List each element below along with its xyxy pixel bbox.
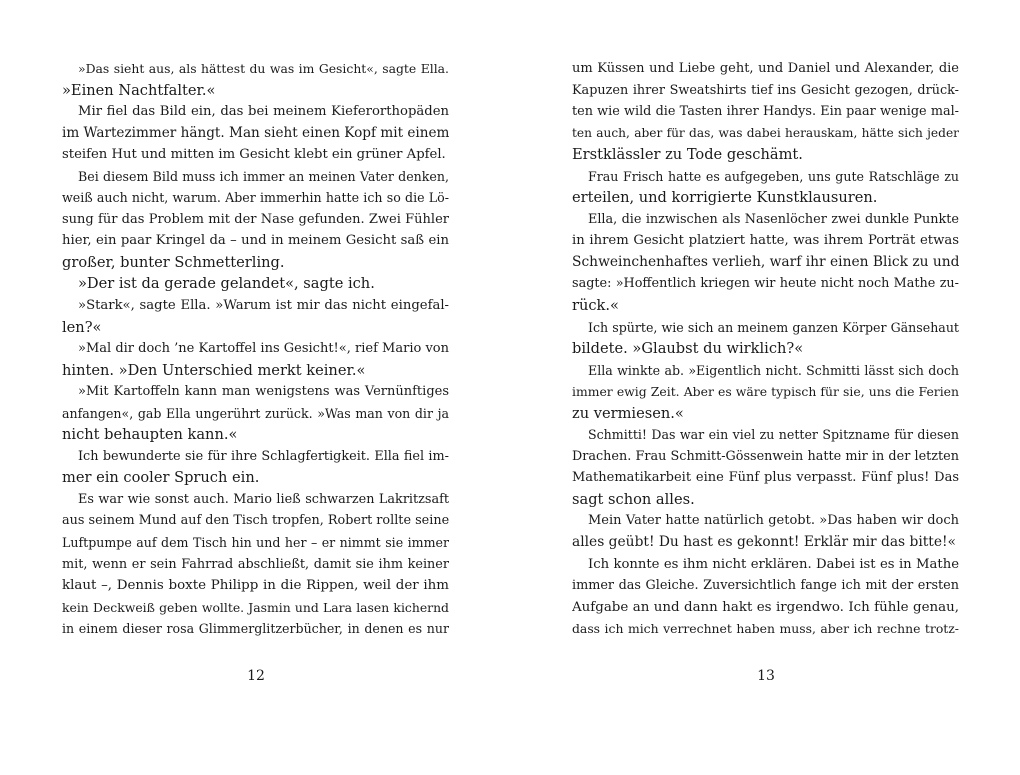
text-line: Ich bewunderte sie für ihre Schlagfertigkeit. Ella fiel im- xyxy=(78,448,449,464)
text-line: Drachen. Frau Schmitt-Gössenwein hatte mir in der letzten xyxy=(572,448,959,464)
text-line: Mein Vater hatte natürlich getobt. »Das haben wir doch xyxy=(588,513,959,529)
text-line: »Der ist da gerade gelandet«, sagte ich. xyxy=(78,275,375,293)
text-line: mer ein cooler Spruch ein. xyxy=(62,469,260,487)
text-line: Mir fiel das Bild ein, das bei meinem Kieferorthopäden xyxy=(78,104,449,120)
text-line: Mathematikarbeit eine Fünf plus verpasst. Fünf plus! Das xyxy=(572,470,959,486)
right-page-number: 13 xyxy=(757,668,775,684)
text-line: im Wartezimmer hängt. Man sieht einen Kopf mit einem xyxy=(62,124,449,141)
text-line: erteilen, und korrigierte Kunstklausuren. xyxy=(572,189,878,207)
text-line: großer, bunter Schmetterling. xyxy=(62,253,285,271)
text-line: ten auch, aber für das, was dabei herauskam, hätte sich jeder xyxy=(572,125,959,140)
text-line: »Mit Kartoffeln kann man wenigstens was Vernünftiges xyxy=(78,384,449,400)
text-line: in ihrem Gesicht platziert hatte, was ihrem Porträt etwas xyxy=(572,233,959,249)
text-line: Schweinchenhaftes verlieh, warf ihr einen Blick zu und xyxy=(572,253,959,270)
text-line: ten wie wild die Tasten ihrer Handys. Ein paar wenige mal- xyxy=(572,104,959,120)
text-line: nicht behaupten kann.« xyxy=(62,426,238,444)
text-line: hier, ein paar Kringel da – und in meinem Gesicht saß ein xyxy=(62,233,449,249)
text-line: dass ich mich verrechnet haben muss, aber ich rechne trotz- xyxy=(572,621,959,637)
text-line: Ich konnte es ihm nicht erklären. Dabei ist es in Mathe xyxy=(588,556,959,572)
text-line: alles geübt! Du hast es gekonnt! Erklär mir das bitte!« xyxy=(572,534,956,551)
left-page-text xyxy=(62,58,449,640)
text-line: immer das Gleiche. Zuversichtlich fange ich mit der ersten xyxy=(572,578,959,594)
text-line: Erstklässler zu Tode geschämt. xyxy=(572,146,803,164)
text-line: Es war wie sonst auch. Mario ließ schwarzen Lakritzsaft xyxy=(78,491,449,507)
text-line: rück.« xyxy=(572,297,619,315)
text-line: immer ewig Zeit. Aber es wäre typisch für sie, uns die Ferien xyxy=(572,384,959,400)
left-page-number: 12 xyxy=(247,668,265,684)
text-line: Luftpumpe auf dem Tisch hin und her – er nimmt sie immer xyxy=(62,535,449,551)
text-line: mit, wenn er sein Fahrrad abschließt, damit sie ihm keiner xyxy=(62,556,449,572)
text-line: len?« xyxy=(62,318,102,336)
text-line: sagt schon alles. xyxy=(572,490,695,508)
text-line: Aufgabe an und dann hakt es irgendwo. Ich fühle genau, xyxy=(572,599,959,615)
text-line: »Stark«, sagte Ella. »Warum ist mir das nicht eingefal- xyxy=(78,298,449,314)
text-line: anfangen«, gab Ella ungerührt zurück. »Was man von dir ja xyxy=(62,405,449,421)
text-line: »Das sieht aus, als hättest du was im Gesicht«, sagte Ella. xyxy=(78,61,449,76)
text-line: um Küssen und Liebe geht, und Daniel und Alexander, die xyxy=(572,61,959,76)
text-line: Schmitti! Das war ein viel zu netter Spitzname für diesen xyxy=(588,427,959,443)
text-line: Bei diesem Bild muss ich immer an meinen Vater denken, xyxy=(78,168,449,184)
text-line: aus seinem Mund auf den Tisch tropfen, Robert rollte seine xyxy=(62,513,449,529)
text-line: zu vermiesen.« xyxy=(572,404,684,422)
text-line: bildete. »Glaubst du wirklich?« xyxy=(572,340,804,358)
right-page-text xyxy=(572,58,959,640)
text-line: weiß auch nicht, warum. Aber immerhin hatte ich so die Lö- xyxy=(62,190,449,206)
text-line: Kapuzen ihrer Sweatshirts tief ins Gesicht gezogen, drück- xyxy=(572,82,959,98)
text-line: Ella, die inzwischen als Nasenlöcher zwei dunkle Punkte xyxy=(588,211,959,227)
text-line: in einem dieser rosa Glimmerglitzerbücher, in denen es nur xyxy=(62,621,449,637)
text-line: Ella winkte ab. »Eigentlich nicht. Schmitti lässt sich doch xyxy=(588,362,959,378)
text-line: »Einen Nachtfalter.« xyxy=(62,81,216,99)
text-line: sung für das Problem mit der Nase gefunden. Zwei Fühler xyxy=(62,211,449,227)
text-line: sagte: »Hoffentlich kriegen wir heute nicht noch Mathe zu- xyxy=(572,276,959,292)
text-line: kein Deckweiß geben wollte. Jasmin und Lara lasen kichernd xyxy=(62,599,449,615)
text-line: klaut –, Dennis boxte Philipp in die Rippen, weil der ihm xyxy=(62,578,449,594)
text-line: steifen Hut und mitten im Gesicht klebt ein grüner Apfel. xyxy=(62,147,446,163)
text-line: »Mal dir doch ’ne Kartoffel ins Gesicht!«, rief Mario von xyxy=(78,341,449,357)
text-line: hinten. »Den Unterschied merkt keiner.« xyxy=(62,361,366,379)
text-line: Frau Frisch hatte es aufgegeben, uns gute Ratschläge zu xyxy=(588,168,959,184)
text-line: Ich spürte, wie sich an meinem ganzen Körper Gänsehaut xyxy=(588,319,959,335)
